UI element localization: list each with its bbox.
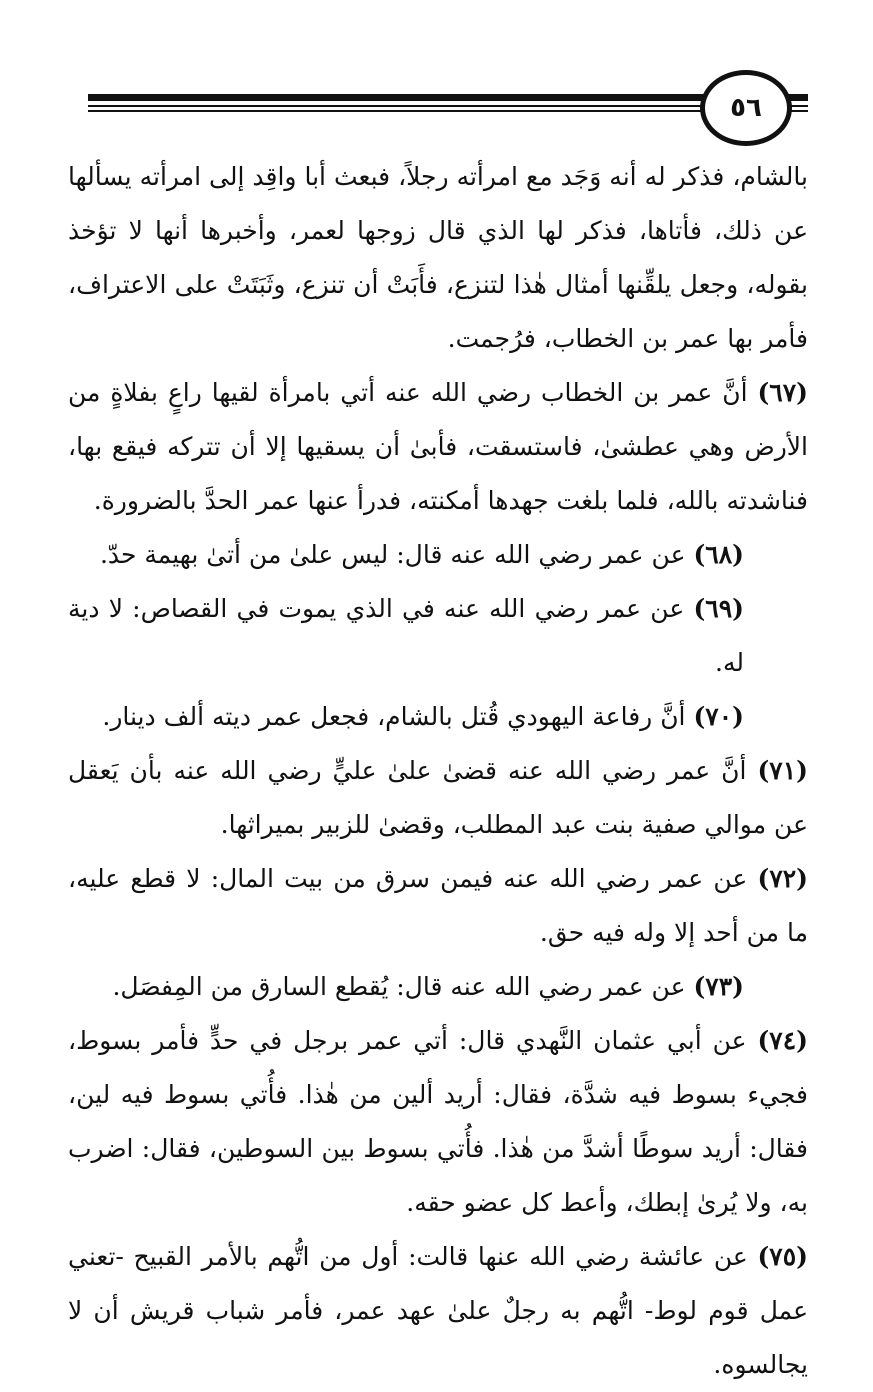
paragraph-text: عن عمر رضي الله عنه فيمن سرق من بيت المال: لا قطع عليه، ما من أحد إلا وله فيه حق.	[68, 864, 808, 947]
paragraph	[68, 960, 808, 1014]
header-rule-thick	[88, 94, 708, 101]
entry-number: (٧٥)	[757, 1242, 808, 1271]
header-rule-thin	[88, 105, 708, 107]
entry-number: (٧٠)	[693, 702, 744, 731]
paragraph	[68, 150, 808, 366]
entry-number: (٦٨)	[693, 540, 744, 569]
paragraph	[68, 744, 808, 852]
paragraph-text: أنَّ عمر رضي الله عنه قضىٰ علىٰ عليٍّ رضي الله عنه بأن يَعقل عن موالي صفية بنت عبد المطلب، وقضىٰ للزبير بميراثها.	[68, 756, 808, 839]
header-rule-thin	[88, 110, 708, 112]
paragraph	[68, 1014, 808, 1230]
paragraph	[68, 1230, 808, 1392]
paragraph-text: بالشام، فذكر له أنه وَجَد مع امرأته رجلاً، فبعث أبا واقِد إلى امرأته يسألها عن ذلك، فأتاها، فذكر لها الذي قال زوجها لعمر، وأخبرها أنها لا تؤخذ بقوله، وجعل يلقِّنها أمثال هٰذا لتنزع، فأَبَتْ أن تنزع، وثَبَتَتْ على الاعتراف، فأمر بها عمر بن الخطاب، فرُجمت.	[68, 162, 808, 353]
paragraph	[68, 690, 808, 744]
entry-number: (٧١)	[757, 756, 808, 785]
paragraph-text: عن عمر رضي الله عنه قال: يُقطع السارق من المِفصَل.	[112, 972, 686, 1001]
page-body	[68, 150, 808, 1392]
entry-number: (٦٧)	[757, 378, 808, 407]
entry-number: (٧٣)	[693, 972, 744, 1001]
page-number: ٥٦	[700, 70, 792, 146]
entry-number: (٦٩)	[693, 594, 744, 623]
paragraph-text: أنَّ عمر بن الخطاب رضي الله عنه أتي بامرأة لقيها راعٍ بفلاةٍ من الأرض وهي عطشىٰ، فاستسقت، فأبىٰ أن يسقيها إلا أن تتركه فيقع بها، فناشدته بالله، فلما بلغت جهدها أمكنته، فدرأ عنها عمر الحدَّ بالضرورة.	[68, 378, 808, 515]
paragraph-text: عن عائشة رضي الله عنها قالت: أول من اتُّهم بالأمر القبيح -تعني عمل قوم لوط- اتُّهم به رجلٌ علىٰ عهد عمر، فأمر شباب قريش أن لا يجالسوه.	[68, 1242, 808, 1379]
paragraph	[68, 852, 808, 960]
paragraph-text: عن أبي عثمان النَّهدي قال: أتي عمر برجل في حدٍّ فأمر بسوط، فجيء بسوط فيه شدَّة، فقال: أريد ألين من هٰذا. فأُتي بسوط فيه لين، فقال: أريد سوطًا أشدَّ من هٰذا. فأُتي بسوط بين السوطين، فقال: اضرب به، ولا يُرىٰ إبطك، وأعط كل عضو حقه.	[68, 1026, 808, 1217]
page-header	[88, 70, 808, 150]
paragraph-text: عن عمر رضي الله عنه قال: ليس علىٰ من أتىٰ بهيمة حدّ.	[99, 540, 686, 569]
paragraph	[68, 528, 808, 582]
paragraph	[68, 582, 808, 690]
entry-number: (٧٤)	[757, 1026, 808, 1055]
entry-number: (٧٢)	[757, 864, 809, 893]
paragraph	[68, 366, 808, 528]
paragraph-text: عن عمر رضي الله عنه في الذي يموت في القصاص: لا دية له.	[68, 594, 744, 677]
paragraph-text: أنَّ رفاعة اليهودي قُتل بالشام، فجعل عمر ديته ألف دينار.	[102, 702, 686, 731]
